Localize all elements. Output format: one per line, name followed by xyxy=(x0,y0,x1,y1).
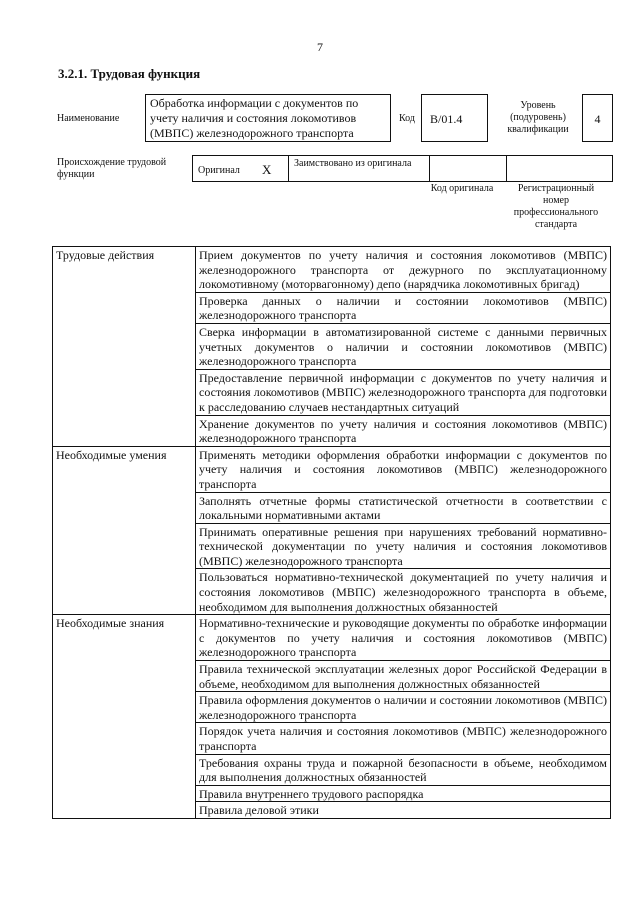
item-cell: Принимать оперативные решения при нарушениях требований нормативно-технической документации по учету наличия и состояния локомотивов (МВПС) железнодорожного транспорта xyxy=(196,523,611,569)
item-cell: Правила оформления документов о наличии и состоянии локомотивов (МВПС) железнодорожного транспорта xyxy=(196,692,611,723)
name-label: Наименование xyxy=(57,113,120,124)
borrowed-label: Заимствовано из оригинала xyxy=(294,158,412,169)
item-cell: Проверка данных о наличии и состоянии локомотивов (МВПС) железнодорожного транспорта xyxy=(196,292,611,323)
code-caption: Код оригинала xyxy=(430,183,494,194)
item-cell: Заполнять отчетные формы статистической отчетности в соответствии с локальными нормативными актами xyxy=(196,492,611,523)
section-title: 3.2.1. Трудовая функция xyxy=(58,66,201,81)
item-cell: Порядок учета наличия и состояния локомотивов (МВПС) железнодорожного транспорта xyxy=(196,723,611,754)
table-row xyxy=(53,247,611,293)
code-label: Код xyxy=(399,113,415,124)
category-cell: Необходимые знания xyxy=(53,615,196,819)
item-cell: Сверка информации в автоматизированной системе с данными первичных учетных документов о наличии и состоянии локомотивов (МВПС) железнодорожного транспорта xyxy=(196,323,611,369)
category-cell: Необходимые умения xyxy=(53,446,196,615)
page-number: 7 xyxy=(317,40,323,54)
registration-caption: Регистрационный номер профессионального стандарта xyxy=(513,183,599,230)
original-mark: X xyxy=(262,162,272,177)
item-cell: Хранение документов по учету наличия и состояния локомотивов (МВПС) железнодорожного транспорта xyxy=(196,415,611,446)
item-cell: Применять методики оформления обработки информации с документов по учету наличия и состояния локомотивов (МВПС) железнодорожного транспорта xyxy=(196,446,611,492)
function-name: Обработка информации с документов по учету наличия и состояния локомотивов (МВПС) железнодорожного транспорта xyxy=(145,94,391,142)
item-cell: Требования охраны труда и пожарной безопасности в объеме, необходимом для выполнения должностных обязанностей xyxy=(196,754,611,785)
item-cell: Прием документов по учету наличия и состояния локомотивов (МВПС) железнодорожного транспорта от дежурного по эксплуатационному локомотивному (моторвагонному) депо (нарядчика локомотивных бригад) xyxy=(196,247,611,293)
item-cell: Правила внутреннего трудового распорядка xyxy=(196,785,611,802)
item-cell: Предоставление первичной информации с документов по учету наличия и состояния локомотивов (МВПС) железнодорожного транспорта для подготовки к расследованию случаев нестандартных ситуаций xyxy=(196,369,611,415)
item-cell: Пользоваться нормативно-технической документацией по учету наличия и состояния локомотивов (МВПС) железнодорожного транспорта в объеме, необходимом для выполнения должностных обязанностей xyxy=(196,569,611,615)
qualification-level-label: Уровень (подуровень) квалификации xyxy=(507,100,569,135)
code-value: В/01.4 xyxy=(421,94,488,142)
category-cell: Трудовые действия xyxy=(53,247,196,447)
table-row xyxy=(53,446,611,492)
qualification-level-value: 4 xyxy=(582,94,613,142)
item-cell: Правила технической эксплуатации железных дорог Российской Федерации в объеме, необходимом для выполнения должностных обязанностей xyxy=(196,661,611,692)
origin-box xyxy=(192,155,613,182)
table-row xyxy=(53,615,611,661)
origin-label: Происхождение трудовой функции xyxy=(57,157,167,180)
item-cell: Нормативно-технические и руководящие документы по обработке информации с документов по учету наличия и состояния локомотивов (МВПС) железнодорожного транспорта xyxy=(196,615,611,661)
labor-function-table xyxy=(52,246,611,819)
original-label: Оригинал xyxy=(198,165,240,176)
item-cell: Правила деловой этики xyxy=(196,802,611,819)
